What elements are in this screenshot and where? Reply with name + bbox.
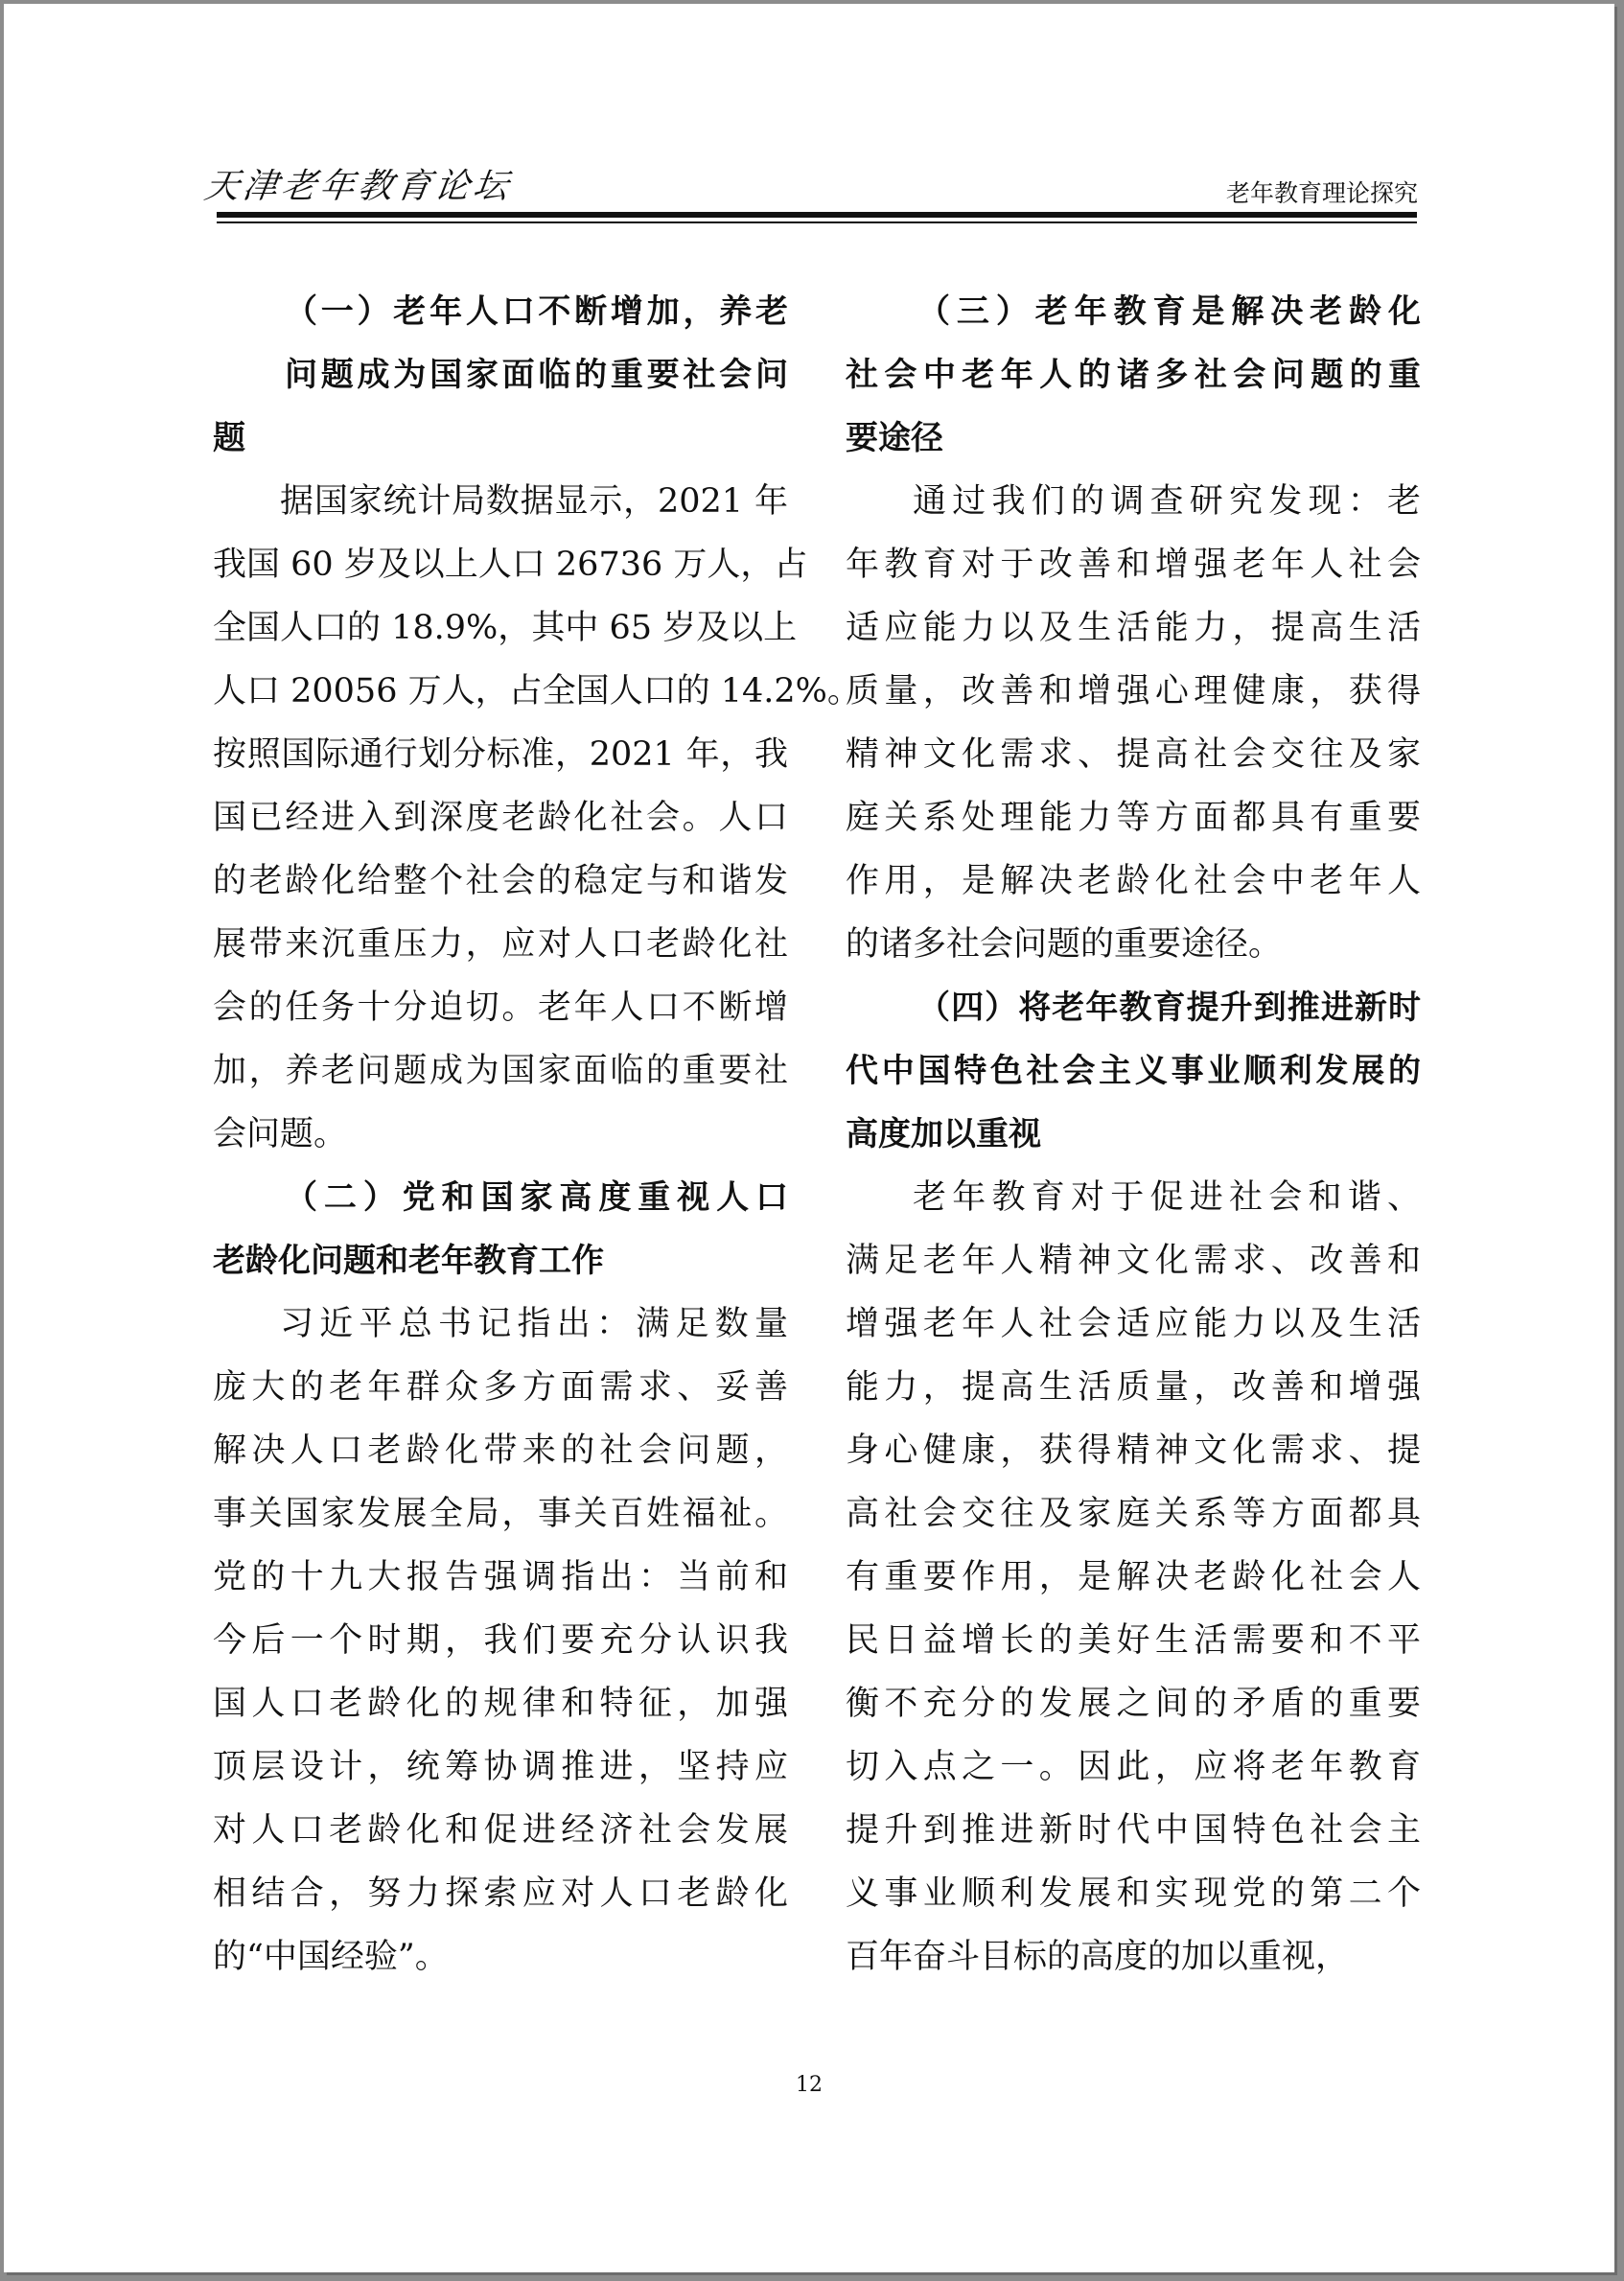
paragraph-line: 有重要作用，是解决老龄化社会人 bbox=[846, 1558, 1421, 1596]
paragraph-line: 党的十九大报告强调指出：当前和 bbox=[213, 1558, 788, 1596]
paragraph-line: 增强老年人社会适应能力以及生活 bbox=[846, 1305, 1421, 1343]
paragraph-line: 我国 60 岁及以上人口 26736 万人，占 bbox=[213, 546, 808, 584]
section-name: 老年教育理论探究 bbox=[1225, 179, 1418, 207]
paragraph-line: 对人口老龄化和促进经济社会发展 bbox=[213, 1811, 788, 1850]
paragraph-line: 满足老年人精神文化需求、改善和 bbox=[846, 1242, 1421, 1280]
page-number: 12 bbox=[796, 2073, 823, 2097]
section-heading-line: （一）老年人口不断增加，养老 bbox=[285, 292, 788, 331]
right-column bbox=[846, 280, 1421, 1989]
paragraph-line: 年教育对于改善和增强老年人社会 bbox=[846, 546, 1421, 584]
left-column bbox=[213, 280, 861, 1989]
paragraph-line: 切入点之一。因此，应将老年教育 bbox=[846, 1748, 1421, 1786]
paragraph-line: 的诸多社会问题的重要途径。 bbox=[846, 925, 1283, 964]
paragraph-line: 身心健康，获得精神文化需求、提 bbox=[846, 1431, 1421, 1470]
paragraph-line: 的“中国经验”。 bbox=[213, 1938, 449, 1976]
paragraph-line: 的老龄化给整个社会的稳定与和谐发 bbox=[213, 862, 788, 900]
section-heading-line: 社会中老年人的诸多社会问题的重 bbox=[846, 356, 1421, 394]
paragraph-line: 顶层设计，统筹协调推进，坚持应 bbox=[213, 1748, 788, 1786]
paragraph-line: 据国家统计局数据显示，2021 年 bbox=[280, 482, 788, 521]
section-heading-line: （三）老年教育是解决老龄化 bbox=[917, 292, 1421, 331]
paragraph-line: 适应能力以及生活能力，提高生活 bbox=[846, 609, 1421, 647]
paragraph-line: 百年奋斗目标的高度的加以重视， bbox=[846, 1938, 1350, 1976]
journal-logo: 天津老年教育论坛 bbox=[201, 167, 515, 206]
section-heading-line: 老龄化问题和老年教育工作 bbox=[213, 1242, 604, 1280]
paragraph-line: 按照国际通行划分标准，2021 年，我 bbox=[213, 735, 788, 774]
paragraph-line: 能力，提高生活质量，改善和增强 bbox=[846, 1368, 1421, 1407]
paragraph-line: 加，养老问题成为国家面临的重要社 bbox=[213, 1052, 788, 1090]
paragraph-line: 衡不充分的发展之间的矛盾的重要 bbox=[846, 1685, 1421, 1723]
paragraph-line: 义事业顺利发展和实现党的第二个 bbox=[846, 1874, 1421, 1913]
paragraph-line: 高社会交往及家庭关系等方面都具 bbox=[846, 1495, 1421, 1533]
paragraph-line: 人口 20056 万人，占全国人口的 14.2%。 bbox=[213, 672, 861, 710]
paragraph-line: 通过我们的调查研究发现：老 bbox=[913, 482, 1421, 521]
paragraph-line: 民日益增长的美好生活需要和不平 bbox=[846, 1621, 1421, 1660]
header-rule-thick bbox=[217, 212, 1417, 218]
paragraph-line: 国已经进入到深度老龄化社会。人口 bbox=[213, 799, 788, 837]
paragraph-line: 会问题。 bbox=[213, 1115, 348, 1153]
paragraph-line: 提升到推进新时代中国特色社会主 bbox=[846, 1811, 1421, 1850]
section-heading-line: （四）将老年教育提升到推进新时 bbox=[917, 989, 1421, 1027]
section-heading-line: 高度加以重视 bbox=[846, 1115, 1041, 1153]
header-rule-thin bbox=[217, 221, 1417, 223]
paragraph-line: 质量，改善和增强心理健康，获得 bbox=[846, 672, 1421, 710]
paragraph-line: 精神文化需求、提高社会交往及家 bbox=[846, 735, 1421, 774]
paragraph-line: 事关国家发展全局，事关百姓福祉。 bbox=[213, 1495, 788, 1533]
section-heading-line: 问题成为国家面临的重要社会问 bbox=[285, 356, 788, 394]
section-heading-line: 代中国特色社会主义事业顺利发展的 bbox=[846, 1052, 1421, 1090]
document-page bbox=[4, 4, 1614, 2272]
paragraph-line: 庞大的老年群众多方面需求、妥善 bbox=[213, 1368, 788, 1407]
paragraph-line: 习近平总书记指出：满足数量 bbox=[280, 1305, 788, 1343]
paragraph-line: 展带来沉重压力，应对人口老龄化社 bbox=[213, 925, 788, 964]
section-heading-line: （二）党和国家高度重视人口 bbox=[285, 1178, 788, 1217]
paragraph-line: 作用，是解决老龄化社会中老年人 bbox=[846, 862, 1421, 900]
paragraph-line: 老年教育对于促进社会和谐、 bbox=[913, 1178, 1421, 1217]
section-heading-line: 题 bbox=[213, 419, 245, 457]
paragraph-line: 今后一个时期，我们要充分认识我 bbox=[213, 1621, 788, 1660]
paragraph-line: 国人口老龄化的规律和特征，加强 bbox=[213, 1685, 788, 1723]
paragraph-line: 相结合，努力探索应对人口老龄化 bbox=[213, 1874, 788, 1913]
section-heading-line: 要途径 bbox=[846, 419, 943, 457]
paragraph-line: 庭关系处理能力等方面都具有重要 bbox=[846, 799, 1421, 837]
paragraph-line: 全国人口的 18.9%，其中 65 岁及以上 bbox=[213, 609, 798, 647]
paragraph-line: 会的任务十分迫切。老年人口不断增 bbox=[213, 989, 788, 1027]
paragraph-line: 解决人口老龄化带来的社会问题， bbox=[213, 1431, 788, 1470]
